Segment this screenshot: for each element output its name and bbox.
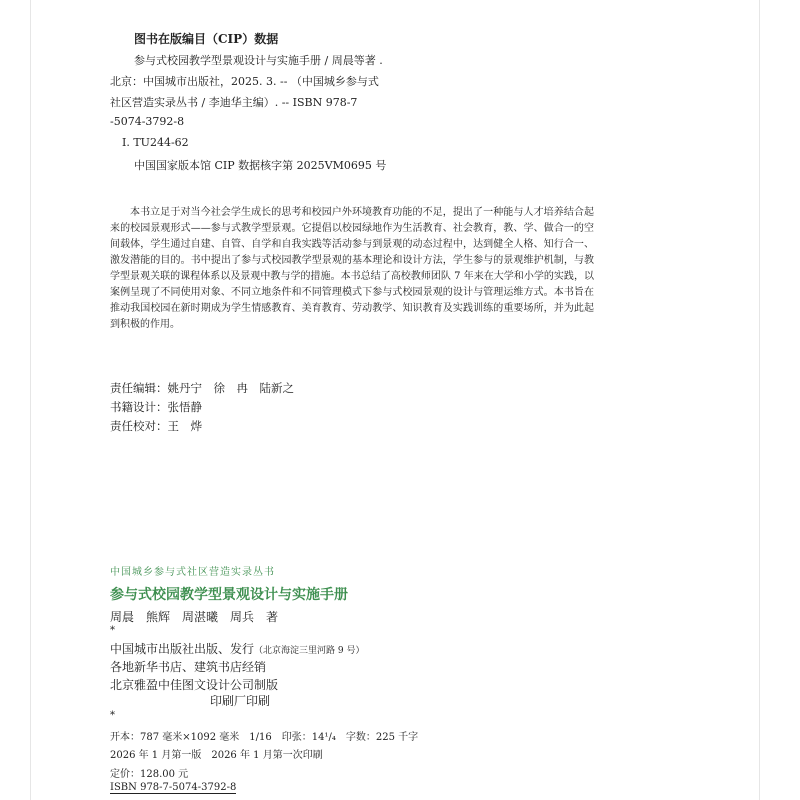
editor-label: 责任编辑： — [110, 381, 168, 395]
book-title: 参与式校园教学型景观设计与实施手册 — [110, 587, 348, 603]
price-line: 定价：128.00 元 — [110, 769, 189, 780]
cip-line-publisher: 北京：中国城市出版社，2025. 3. -- （中国城乡参与式 — [110, 75, 379, 88]
book-authors: 周晨 熊辉 周湛曦 周兵 著 — [110, 610, 279, 624]
designer-row — [110, 399, 202, 415]
proofreader-label: 责任校对： — [110, 419, 168, 433]
separator-star-2: * — [110, 710, 115, 721]
cip-line-title: 参与式校园教学型景观设计与实施手册 / 周晨等著 . — [134, 54, 383, 67]
format-line: 开本：787 毫米×1092 毫米 1/16 印张：14¹/₄ 字数：225 千字 — [110, 732, 419, 743]
editor-names: 姚丹宁 徐 冉 陆新之 — [167, 381, 294, 395]
book-summary: 本书立足于对当今社会学生成长的思考和校园户外环境教育功能的不足，提出了一种能与人才培养结合起来的校园景观形式——参与式教学型景观。它提倡以校园绿地作为生活教育、社会教育，教、学、做合一的空间载体，学生通过自建、自管、自学和自我实践等活动参与到景观的动态过程中，达到健全人格、知行合一、激发潜能的目的。书中提出了参与式校园教学型景观的基本理论和设计方法，学生参与的景观维护机制，与教学型景观关联的课程体系以及景观中教与学的措施。本书总结了高校教师团队 7 年来在大学和小学的实践，以案例呈现了不同使用对象、不同立地条件和不同管理模式下参与式校园景观的设计与管理运维方式。本书旨在推动我国校园在新时期成为学生情感教育、美育教育、劳动教学、知识教育及实践训练的重要场所，并为此起到积极的作用。 — [110, 207, 594, 330]
publisher-address: （北京海淀三里河路 9 号） — [254, 646, 365, 656]
edition-line: 2026 年 1 月第一版 2026 年 1 月第一次印刷 — [110, 750, 323, 761]
cip-line-classification: Ⅰ. TU244-62 — [122, 136, 189, 149]
cip-line-series: 社区营造实录丛书 / 李迪华主编）. -- ISBN 978-7 — [110, 96, 358, 109]
cip-line-isbn: -5074-3792-8 — [110, 115, 185, 128]
series-name: 中国城乡参与式社区营造实录丛书 — [110, 567, 275, 578]
proofreader-name: 王 烨 — [167, 419, 202, 433]
isbn-line: ISBN 978-7-5074-3792-8 — [110, 782, 237, 793]
separator-star: * — [110, 625, 115, 636]
publisher-line — [110, 640, 364, 657]
cip-heading: 图书在版编目（CIP）数据 — [134, 32, 279, 46]
typesetter-line: 北京雅盈中佳图文设计公司制版 — [110, 678, 279, 692]
designer-label: 书籍设计： — [110, 400, 168, 414]
publisher-name: 中国城市出版社出版、发行 — [110, 642, 255, 656]
designer-name: 张悟静 — [167, 400, 202, 414]
printer-line: 印刷厂印刷 — [210, 694, 271, 708]
proofreader-row — [110, 418, 202, 434]
cip-line-record-number: 中国国家版本馆 CIP 数据核字第 2025VM0695 号 — [134, 159, 387, 172]
distributor-line: 各地新华书店、建筑书店经销 — [110, 660, 267, 674]
editor-row — [110, 380, 294, 396]
